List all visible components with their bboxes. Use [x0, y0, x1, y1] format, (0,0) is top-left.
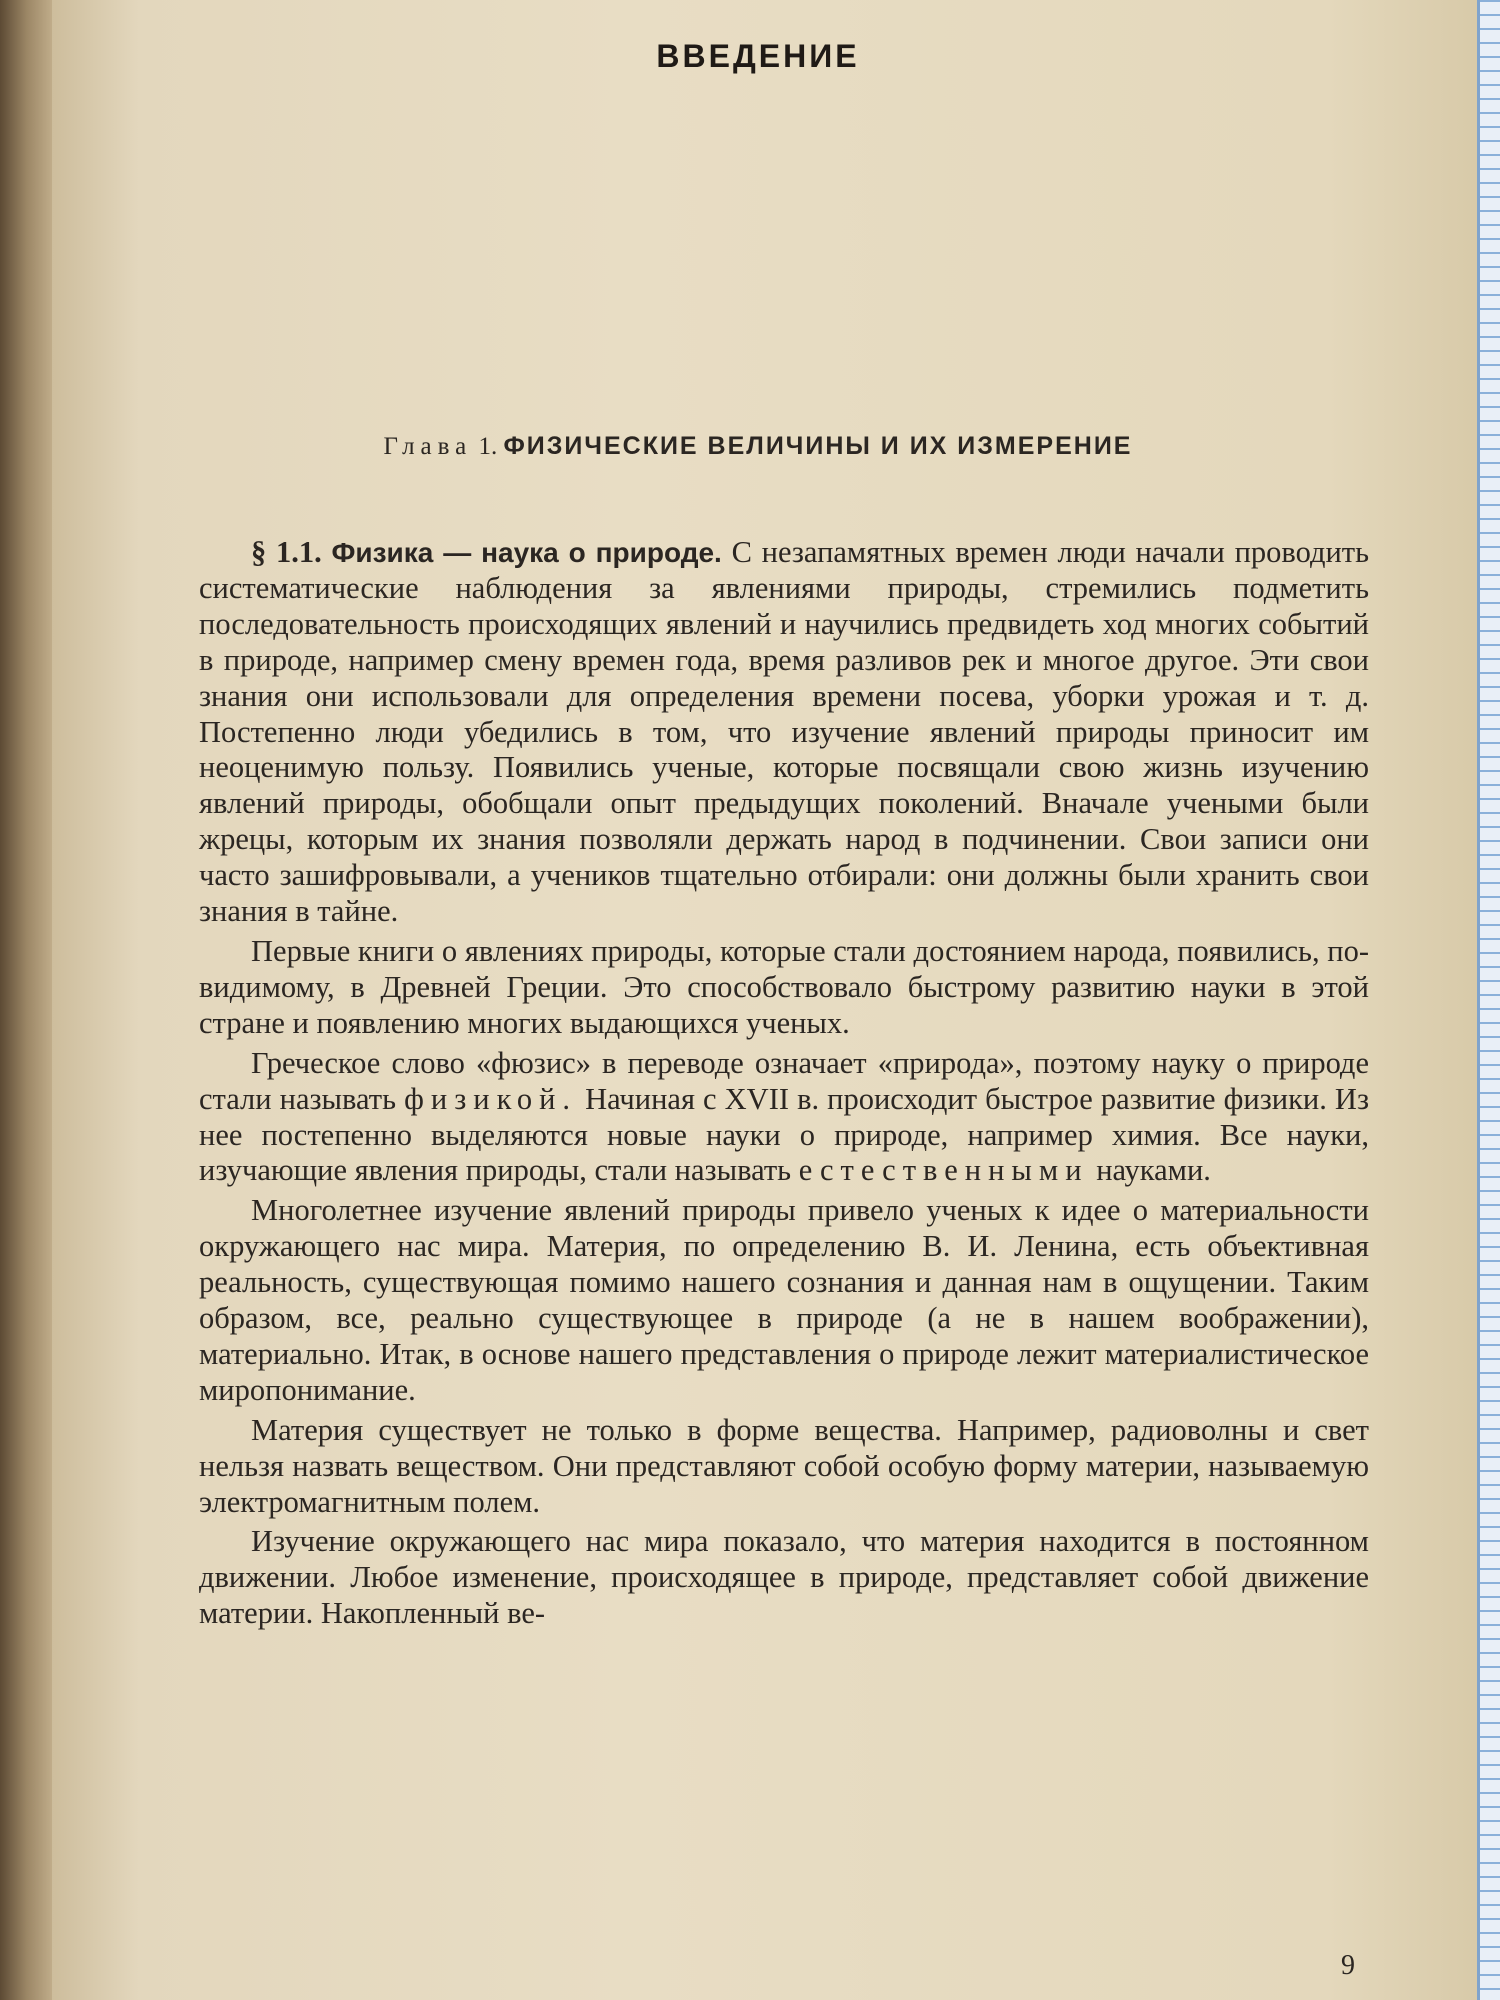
page-number: 9 [1341, 1950, 1355, 1981]
notebook-binding-edge [1477, 0, 1500, 2000]
book-page [52, 0, 1500, 2000]
chapter-number: 1. [478, 433, 498, 460]
paragraph-3 [199, 1046, 1369, 1190]
paragraph-1-text: С незапамятных времен люди начали проводить систематические наблюдения за явлениями природы, стремились подметить последовательность происходящих явлений и научились предвидеть ход многих событий в природе, например смену времен года, время разливов рек и многое другое. Эти свои знания они использовали для определения времени посева, уборки урожая и т. д. Постепенно люди убедились в том, что изучение явлений природы приносит им неоценимую пользу. Появились ученые, которые посвящали свою жизнь изучению явлений природы, обобщали опыт предыдущих поколений. Вначале учеными были жрецы, которым их знания позволяли держать народ в подчинении. Свои записи они часто зашифровывали, а учеников тщательно отбирали: они должны были хранить свои знания в тайне. [199, 535, 1370, 929]
paragraph-6: Изучение окружающего нас мира показало, что материя находится в постоянном движении. Любое изменение, происходящее в природе, представляет собой движение материи. Накопленный ве- [199, 1524, 1369, 1631]
term-physics: физикой. [404, 1081, 578, 1116]
paragraph-5: Материя существует не только в форме вещества. Например, радиоволны и свет нельзя назвать веществом. Они представляют собой особую форму материи, называемую электромагнитным полем. [199, 1412, 1369, 1519]
page-title: ВВЕДЕНИЕ [656, 38, 860, 74]
section-title: Физика — наука о природе. [331, 537, 722, 568]
body-text [199, 535, 1369, 1632]
paragraph-2: Первые книги о явлениях природы, которые стали достоянием народа, появились, по-видимому, в Древней Греции. Это способствовало быстрому развитию науки в этой стране и появлению многих выдающихся ученых. [199, 933, 1369, 1040]
paragraph-3-text-a: Греческое слово «фюзис» в переводе означает «природа», поэтому науку о природе стали называть [199, 1045, 1369, 1116]
chapter-prefix: Глава [383, 433, 473, 460]
page-content [147, 0, 1369, 2000]
paragraph-3-text-b: Начиная с XVII в. происходит быстрое развитие физики. Из нее постепенно выделяются новые науки о природе, например химия. Все науки, изучающие явления природы, стали называть [199, 1081, 1370, 1188]
paragraph-4: Многолетнее изучение явлений природы привело ученых к идее о материальности окружающего нас мира. Материя, по определению В. И. Ленина, есть объективная реальность, существующая помимо нашего сознания и данная нам в ощущении. Таким образом, все, реально существующее в природе (а не в нашем воображении), материально. Итак, в основе нашего представления о природе лежит материалистическое миропонимание. [199, 1193, 1369, 1407]
section-number: § 1.1. [251, 535, 322, 569]
paragraph-3-text-c: науками. [1096, 1153, 1211, 1188]
chapter-title: ФИЗИЧЕСКИЕ ВЕЛИЧИНЫ И ИХ ИЗМЕРЕНИЕ [503, 432, 1133, 460]
chapter-heading [147, 432, 1369, 461]
paragraph-1 [199, 535, 1369, 930]
term-natural: естественными [798, 1153, 1089, 1188]
book-gutter-shadow [0, 0, 60, 2000]
